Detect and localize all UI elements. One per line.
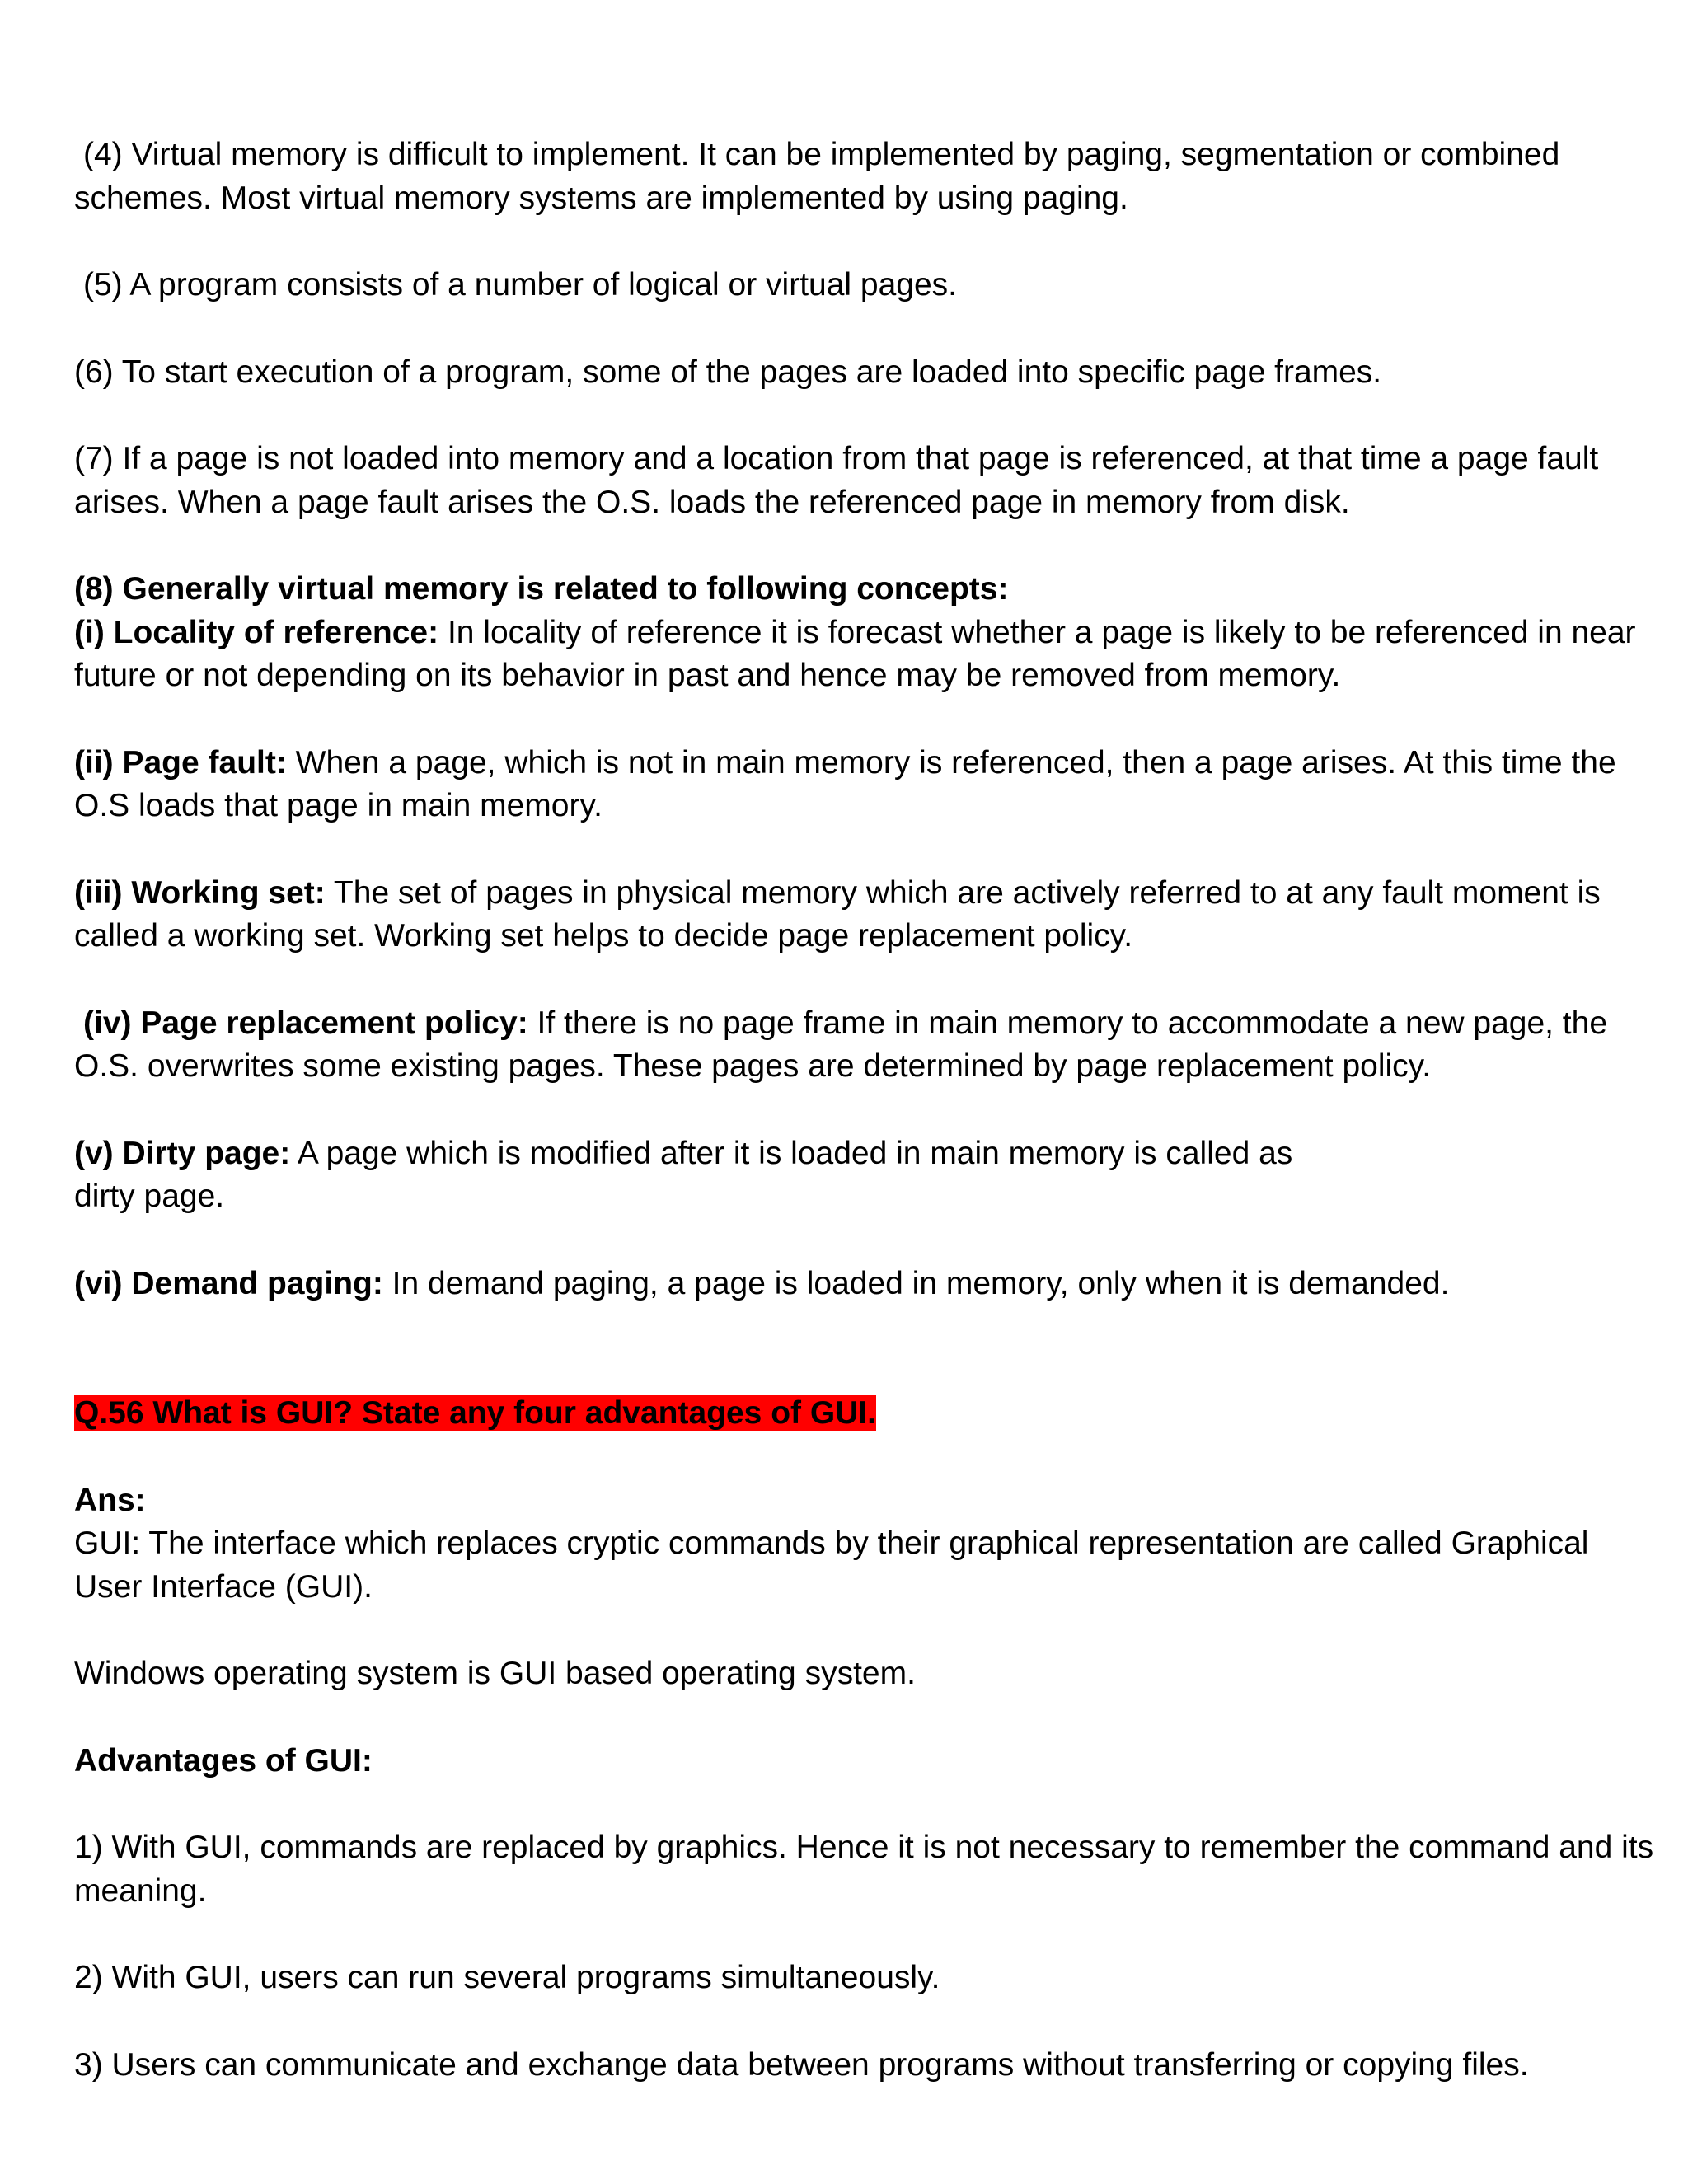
concept-term: (vi) Demand paging: (74, 1265, 383, 1301)
paragraph-5-text: (5) A program consists of a number of logical or virtual pages. (83, 267, 958, 302)
concept-term: (iii) Working set: (74, 874, 326, 911)
concept-text: If there is no page frame in main memory to accommodate a new page, the O.S. overwrites some existing pages. These pages are determined by page replacement policy. (74, 1005, 1608, 1084)
windows-note: Windows operating system is GUI based operating system. (74, 1656, 916, 1691)
advantage-item: 3) Users can communicate and exchange data between programs without transferring or copying files. (74, 2046, 1529, 2083)
concept-term: (v) Dirty page: (74, 1135, 291, 1171)
concept-term: (ii) Page fault: (74, 744, 287, 780)
question-highlight: Q.56 What is GUI? State any four advantages of GUI. (74, 1395, 877, 1431)
concept-dirty-page (74, 1132, 1657, 1219)
concept-text: The set of pages in physical memory which are actively referred to at any fault moment is called a working set. Working set helps to decide page replacement policy. (74, 874, 1601, 954)
concept-term: (i) Locality of reference: (74, 614, 439, 650)
section-spacer (74, 1349, 1657, 1392)
concept-locality-of-reference (74, 612, 1657, 698)
paragraph-7: (7) If a page is not loaded into memory and a location from that page is referenced, at that time a page fault arises. When a page fault arises the O.S. loads the referenced page in memory from disk. (74, 441, 1599, 520)
paragraph-4-text: (4) Virtual memory is difficult to implement. It can be implemented by paging, segmentation or combined schemes. Most virtual memory systems are implemented by using paging. (74, 137, 1560, 216)
paragraph-5 (74, 264, 1657, 307)
concepts-heading: (8) Generally virtual memory is related to following concepts: (74, 571, 1009, 607)
concept-page-fault (74, 742, 1657, 828)
concept-term: (iv) Page replacement policy: (83, 1005, 528, 1041)
advantages-heading: Advantages of GUI: (74, 1742, 373, 1779)
concept-text: In locality of reference it is forecast whether a page is likely to be referenced in near future or not depending on its behavior in past and hence may be removed from memory. (74, 614, 1636, 693)
page-content (74, 134, 1657, 2130)
answer-label: Ans: (74, 1482, 146, 1518)
concept-text-continued: dirty page. (74, 1179, 225, 1214)
advantage-item: 2) With GUI, users can run several programs simultaneously. (74, 1960, 940, 1995)
paragraph-4 (74, 134, 1657, 220)
gui-definition: GUI: The interface which replaces cryptic commands by their graphical representation are called Graphical User Interface (GUI). (74, 1526, 1589, 1605)
concept-text: A page which is modified after it is loaded in main memory is called as (290, 1135, 1293, 1171)
concept-working-set (74, 872, 1657, 958)
paragraph-6: (6) To start execution of a program, some of the pages are loaded into specific page frames. (74, 354, 1382, 390)
concept-page-replacement-policy (74, 1002, 1657, 1089)
question-heading (74, 1392, 1657, 1436)
concept-text: In demand paging, a page is loaded in memory, only when it is demanded. (382, 1265, 1450, 1301)
advantage-item: 1) With GUI, commands are replaced by graphics. Hence it is not necessary to remember the command and its meaning. (74, 1830, 1654, 1909)
concept-text: When a page, which is not in main memory is referenced, then a page arises. At this time the O.S loads that page in main memory. (74, 744, 1616, 823)
concept-demand-paging (74, 1263, 1657, 1306)
